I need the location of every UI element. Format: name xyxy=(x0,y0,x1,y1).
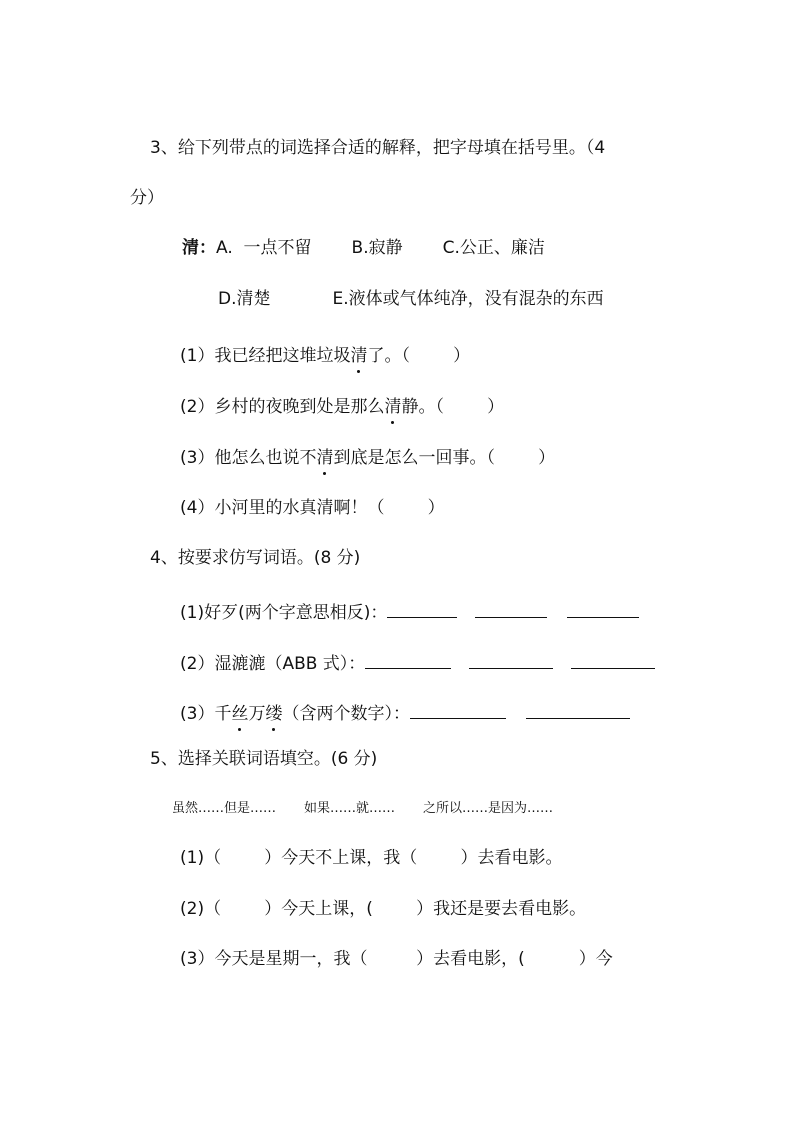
q5-choice-2: 如果……就…… xyxy=(304,801,396,816)
q4-item-3-dotted-word-1: 丝 xyxy=(231,704,249,724)
q3-item-4: (4）小河里的水真清啊！（ ） xyxy=(180,498,445,518)
q4-item-3-label: （含两个数字）： xyxy=(282,704,410,724)
q4-item-3-pre: (3）千 xyxy=(180,704,232,724)
answer-blank[interactable] xyxy=(387,599,457,618)
q3-item-2-post: 静。（ ） xyxy=(401,397,505,417)
q3-options-line2 xyxy=(218,287,604,311)
q4-item-1 xyxy=(180,599,639,625)
q3-option-a: A. 一点不留 xyxy=(216,238,312,258)
answer-blank[interactable] xyxy=(469,650,553,669)
q5-item-1: (1)（ ）今天不上课，我（ ）去看电影。 xyxy=(180,848,563,868)
q4-item-3 xyxy=(180,700,630,726)
q3-title: 3、给下列带点的词选择合适的解释，把字母填在括号里。（4 xyxy=(150,138,606,158)
answer-blank[interactable] xyxy=(526,700,630,719)
q3-option-c: C.公正、廉洁 xyxy=(442,238,545,258)
q5-choice-3: 之所以……是因为…… xyxy=(423,801,554,816)
q4-title: 4、按要求仿写词语。(8 分) xyxy=(150,548,361,568)
answer-blank[interactable] xyxy=(571,650,655,669)
q5-item-2: (2)（ ）今天上课，( ）我还是要去看电影。 xyxy=(180,899,587,919)
q3-item-3-pre: (3）他怎么也说不 xyxy=(180,448,317,468)
q5-choice-1: 虽然……但是…… xyxy=(172,801,277,816)
q4-item-2 xyxy=(180,650,655,676)
answer-blank[interactable] xyxy=(475,599,547,618)
q4-item-2-label: (2）湿漉漉（ABB 式）： xyxy=(180,654,366,674)
q3-item-3-dotted-word: 清 xyxy=(316,448,334,468)
q3-item-1 xyxy=(180,344,470,368)
q3-item-1-pre: (1）我已经把这堆垃圾 xyxy=(180,346,351,366)
q5-item-3: (3）今天是星期一，我（ ）去看电影，( ）今 xyxy=(180,949,613,969)
answer-blank[interactable] xyxy=(410,700,506,719)
q3-title-continued: 分） xyxy=(130,188,164,208)
q3-item-3-post: 到底是怎么一回事。（ ） xyxy=(333,448,556,468)
q3-option-b: B.寂静 xyxy=(351,238,403,258)
q4-item-1-label: (1)好歹(两个字意思相反)： xyxy=(180,603,388,623)
q3-item-3 xyxy=(180,446,555,470)
answer-blank[interactable] xyxy=(365,650,451,669)
q3-item-2-dotted-word: 清 xyxy=(384,397,402,417)
q3-option-head: 清： xyxy=(182,238,216,258)
q3-option-e: E.液体或气体纯净，没有混杂的东西 xyxy=(332,289,604,309)
q3-option-d: D.清楚 xyxy=(218,289,271,309)
q3-item-1-dotted-word: 清 xyxy=(350,346,368,366)
q3-options-line1 xyxy=(182,236,545,260)
q5-title: 5、选择关联词语填空。(6 分) xyxy=(150,749,378,769)
q3-item-1-post: 了。（ ） xyxy=(367,346,471,366)
q4-item-3-mid: 万 xyxy=(248,704,266,724)
q4-item-3-dotted-word-2: 缕 xyxy=(265,704,283,724)
answer-blank[interactable] xyxy=(567,599,639,618)
q3-item-2-pre: (2）乡村的夜晚到处是那么 xyxy=(180,397,385,417)
q5-choices xyxy=(172,797,553,821)
q3-item-2 xyxy=(180,395,504,419)
